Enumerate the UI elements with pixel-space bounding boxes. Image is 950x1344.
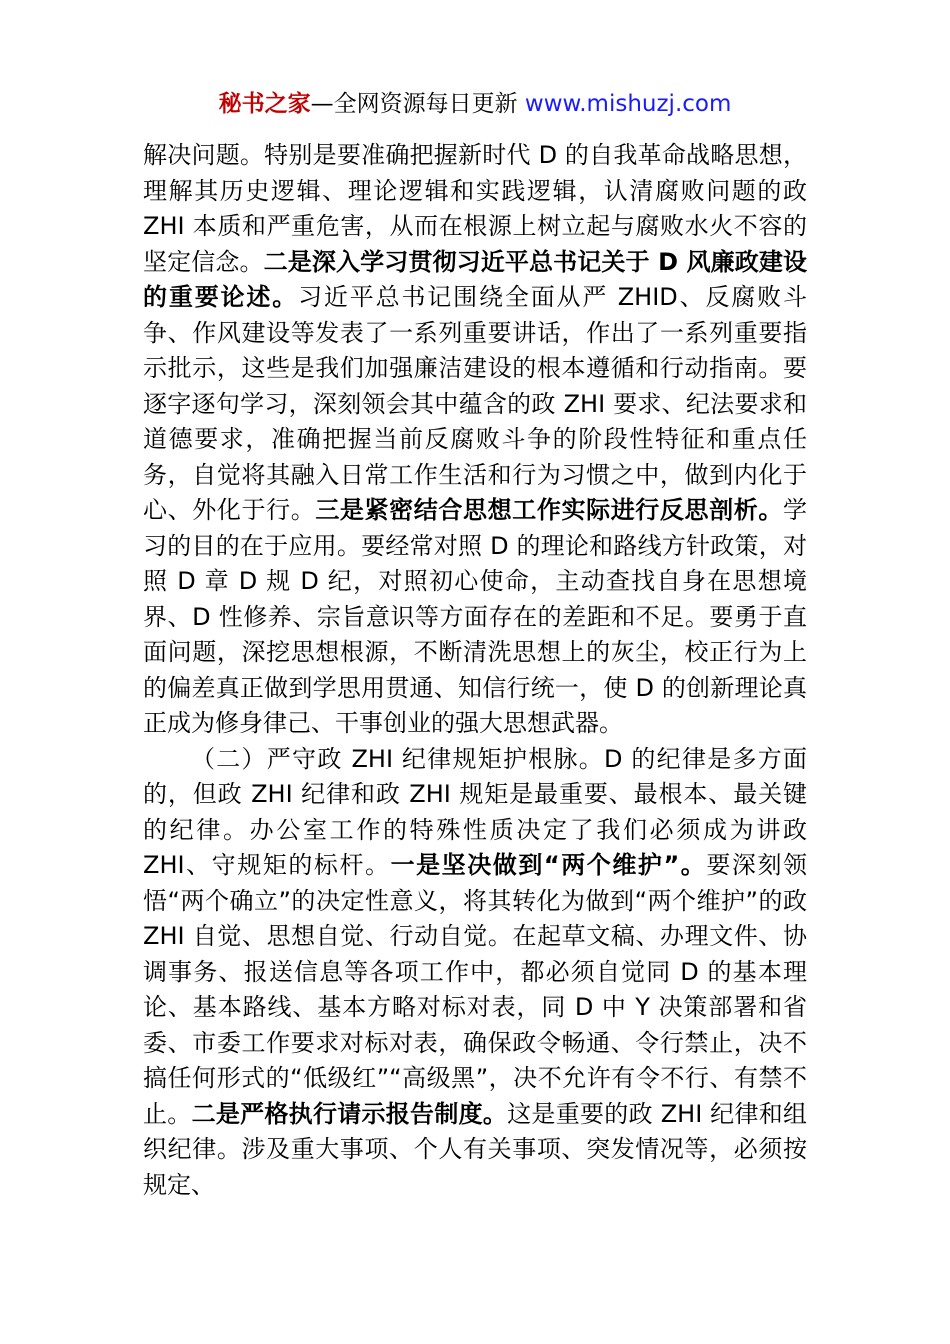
- paragraph: [143, 742, 807, 1204]
- body-text: （二）严守政 ZHI 纪律规矩护根脉。D 的纪律是多方面的，但政 ZHI 纪律和政 ZHI 规矩是最重要、最根本、最关键的纪律。办公室工作的特殊性质决定了我们必须成为讲政 ZHI、守规矩的标杆。: [143, 744, 807, 879]
- body-text: 学习的目的在于应用。要经常对照 D 的理论和路线方针政策，对照 D 章 D 规 D 纪，对照初心使命，主动查找自身在思想境界、D 性修养、宗旨意识等方面存在的差距和不足。要勇于直面问题，深挖思想根源，不断清洗思想上的灰尘，校正行为上的偏差真正做到学思用贯通、知信行统一，使 D 的创新理论真正成为修身律己、干事创业的强大思想武器。: [143, 496, 808, 737]
- bold-heading: 一是坚决做到“两个维护”。: [390, 851, 707, 879]
- site-brand: 秘书之家: [218, 91, 311, 117]
- bold-heading: 二是深入学习贯彻习近平总书记关于 D 风廉政建设的重要论述。: [143, 247, 807, 311]
- paragraph: [143, 138, 807, 742]
- bold-heading: 二是严格执行请示报告制度。: [191, 1099, 508, 1128]
- site-slogan: —全网资源每日更新: [310, 91, 525, 117]
- bold-heading: 三是紧密结合思想工作实际进行反思剖析。: [315, 496, 784, 524]
- site-url-link[interactable]: www.mishuzj.com: [524, 91, 732, 117]
- site-header: [0, 88, 950, 120]
- body-text: 解决问题。特别是要准确把握新时代 D 的自我革命战略思想，理解其历史逻辑、理论逻辑和实践逻辑，认清腐败问题的政 ZHI 本质和严重危害，从而在根源上树立起与腐败水火不容的坚定信念。: [143, 141, 807, 276]
- body-text: 习近平总书记围绕全面从严 ZHID、反腐败斗争、作风建设等发表了一系列重要讲话，作出了一系列重要指示批示，这些是我们加强廉洁建设的根本遵循和行动指南。要逐字逐句学习，深刻领会其中蕴含的政 ZHI 要求、纪法要求和道德要求，准确把握当前反腐败斗争的阶段性特征和重点任务，自觉将其融入日常工作生活和行为习惯之中，做到内化于心、外化于行。: [143, 283, 807, 524]
- document-body: [143, 138, 807, 1203]
- body-text: 这是重要的政 ZHI 纪律和组织纪律。涉及重大事项、个人有关事项、突发情况等，必须按规定、: [143, 1099, 808, 1199]
- body-text: 要深刻领悟“两个确立”的决定性意义，将其转化为做到“两个维护”的政 ZHI 自觉、思想自觉、行动自觉。在起草文稿、办理文件、协调事务、报送信息等各项工作中，都必须自觉同 D 的基本理论、基本路线、基本方略对标对表，同 D 中 Y 决策部署和省委、市委工作要求对标对表，确保政令畅通、令行禁止，决不搞任何形式的“低级红”“高级黑”，决不允许有令不行、有禁不止。: [143, 851, 807, 1128]
